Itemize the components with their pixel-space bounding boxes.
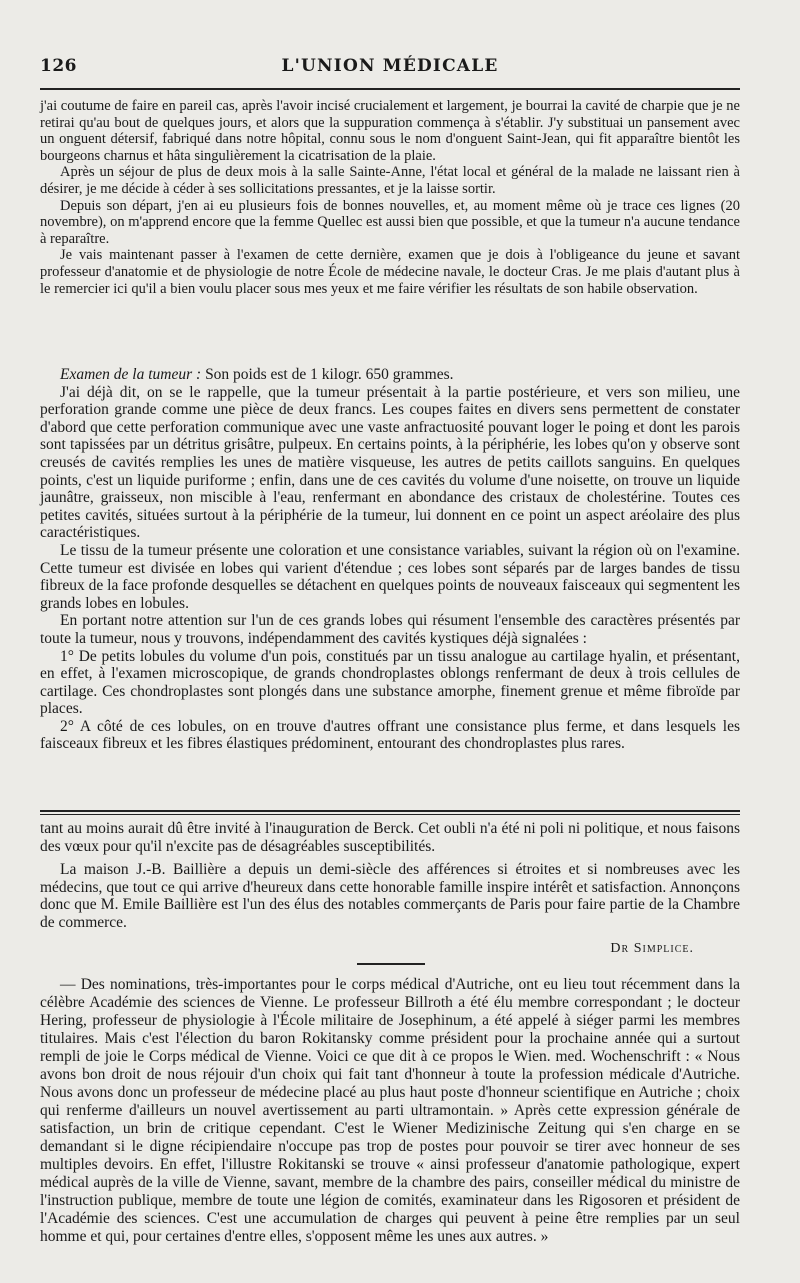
vienna-news bbox=[40, 976, 740, 1246]
paragraph: La maison J.-B. Baillière a depuis un demi-siècle des afférences si étroites et si nombreuses avec les médecins, que tout ce qui arrive d'heureux dans cette honorable famille inspire intérêt et satisfaction. Annonçons donc que M. Emile Baillière est l'un des élus des notables commerçants de Paris pour faire partie de la Chambre de commerce. bbox=[40, 861, 740, 931]
page-header bbox=[40, 56, 740, 84]
paragraph: Le tissu de la tumeur présente une coloration et une consistance variables, suivant la région où on l'examine. Cette tumeur est divisée en lobes qui varient d'étendue ; ces lobes sont séparés par de larges bandes de tissu fibreux de la face profonde desquelles se détachent en quelques points de nouveaux faisceaux qui segmentent les grands lobes en lobules. bbox=[40, 541, 740, 612]
paragraph: En portant notre attention sur l'un de ces grands lobes qui résument l'ensemble des caractères présentés par toute la tumeur, nous y trouvons, indépendamment des cavités kystiques déjà signalées : bbox=[40, 612, 740, 647]
paragraph: 1° De petits lobules du volume d'un pois, constitués par un tissu analogue au cartilage hyalin, et présentant, en effet, à l'examen microscopique, de grands chondroplastes oblongs renfermant de deux à trois cellules de cartilage. Ces chondroplastes sont plongés dans une substance amorphe, finement grenue et même fibroïde par places. bbox=[40, 647, 740, 718]
case-continuation bbox=[40, 98, 740, 297]
signature: Dr Simplice. bbox=[610, 941, 694, 956]
exam-weight: Son poids est de 1 kilogr. 650 grammes. bbox=[201, 366, 454, 383]
section-separator bbox=[357, 963, 425, 965]
paragraph: 2° A côté de ces lobules, on en trouve d'autres offrant une consistance plus ferme, et dans lesquels les faisceaux fibreux et les fibres élastiques prédominent, entourant des chondroplastes plus rares. bbox=[40, 717, 740, 753]
running-title: L'UNION MÉDICALE bbox=[281, 56, 499, 76]
exam-heading-line bbox=[40, 366, 740, 384]
header-rule bbox=[40, 88, 740, 90]
exam-heading: Examen de la tumeur : bbox=[60, 366, 202, 383]
paragraph: j'ai coutume de faire en pareil cas, après l'avoir incisé crucialement et largement, je bourrai la cavité de charpie que je ne retirai qu'au bout de quelques jours, et alors que la suppuration commença à s'établir. J'y substituai un pansement avec un onguent détersif, fabriqué dans notre hôpital, connu sous le nom d'onguent Saint-Jean, qui fit apparaître bientôt les bourgeons charnus et hâta singulièrement la cicatrisation de la plaie. bbox=[40, 98, 740, 164]
paragraph: tant au moins aurait dû être invité à l'inauguration de Berck. Cet oubli n'a été ni poli ni politique, et nous faisons des vœux pour qu'il n'excite pas de désagréables susceptibilités. bbox=[40, 820, 740, 855]
feuilleton-rule-bottom bbox=[40, 814, 740, 815]
paragraph: Je vais maintenant passer à l'examen de cette dernière, examen que je dois à l'obligeance du jeune et savant professeur d'anatomie et de physiologie de notre École de médecine navale, le docteur Cras. Je me plais d'autant plus à le remercier ici qu'il a bien voulu placer sous mes yeux et me faire vérifier les résultats de son habile observation. bbox=[40, 247, 740, 297]
paragraph: — Des nominations, très-importantes pour le corps médical d'Autriche, ont eu lieu tout récemment dans la célèbre Académie des sciences de Vienne. Le professeur Billroth a été élu membre correspondant ; le docteur Hering, professeur de physiologie à l'École militaire de Josephinum, a été appelé à siéger parmi les membres titulaires. Mais c'est l'élection du baron Rokitansky comme président pour la prochaine année qui a surtout rempli de joie le Corps médical de Vienne. Voici ce que dit à ce propos le Wien. med. Wochenschrift : « Nous avons bon droit de nous réjouir d'un choix qui fait tant d'honneur à toute la profession médicale d'Autriche. Nous avons donc un professeur de médecine placé au plus haut poste d'honneur scientifique en Autriche ; choix qui renferme d'ailleurs un nouvel avertissement au parti ultramontain. » Après cette expression générale de satisfaction, un brin de critique cependant. C'est le Wiener Medizinische Zeitung qui s'en charge en se demandant si le digne récipiendaire n'occupe pas trop de postes pour pouvoir se tirer avec honneur de ses multiples devoirs. En effet, l'illustre Rokitanski se trouve « ainsi professeur d'anatomie pathologique, expert médical auprès de la ville de Vienne, savant, membre de la chambre des pairs, conseiller médical du ministre de l'instruction publique, membre de toute une légion de comités, examinateur dans les Rigosoren et président de l'Académie des sciences. C'est une accumulation de charges qui peuvent à peine être remplies par un seul homme et qui, pour certaines d'entre elles, s'opposent même les unes aux autres. » bbox=[40, 976, 740, 1245]
paragraph: J'ai déjà dit, on se le rappelle, que la tumeur présentait à la partie postérieure, et vers son milieu, une perforation grande comme une pièce de deux francs. Les coupes faites en divers sens permettent de constater d'abord que cette perforation communique avec une vaste anfractuosité pouvant loger le poing et dont les parois sont tapissées par un détritus grisâtre, pulpeux. En certains points, à la périphérie, les lobes qu'on y observe sont creusés de cavités remplies les unes de matière visqueuse, les autres de petits caillots sanguins. En quelques points, c'est un liquide puriforme ; enfin, dans une de ces cavités du volume d'une noisette, on trouve un liquide jaunâtre, graisseux, non miscible à l'eau, renfermant en abondance des cristaux de cholestérine. Toutes ces petites cavités, situées surtout à la périphérie de la tumeur, lui donnent en ce point un aspect aréolaire des plus caractéristiques. bbox=[40, 383, 740, 542]
paragraph: Depuis son départ, j'en ai eu plusieurs fois de bonnes nouvelles, et, au moment même où je trace ces lignes (20 novembre), on m'apprend encore que la femme Quellec est aussi bien que possible, et que la tumeur n'a aucune tendance à reparaître. bbox=[40, 197, 740, 247]
page-number: 126 bbox=[40, 56, 77, 76]
tumor-examination bbox=[40, 366, 740, 753]
feuilleton bbox=[40, 820, 740, 932]
paragraph: Après un séjour de plus de deux mois à la salle Sainte-Anne, l'état local et général de la malade ne laissant rien à désirer, je me décide à céder à ses sollicitations pressantes, et je la laisse sortir. bbox=[40, 164, 740, 197]
feuilleton-rule-top bbox=[40, 810, 740, 812]
